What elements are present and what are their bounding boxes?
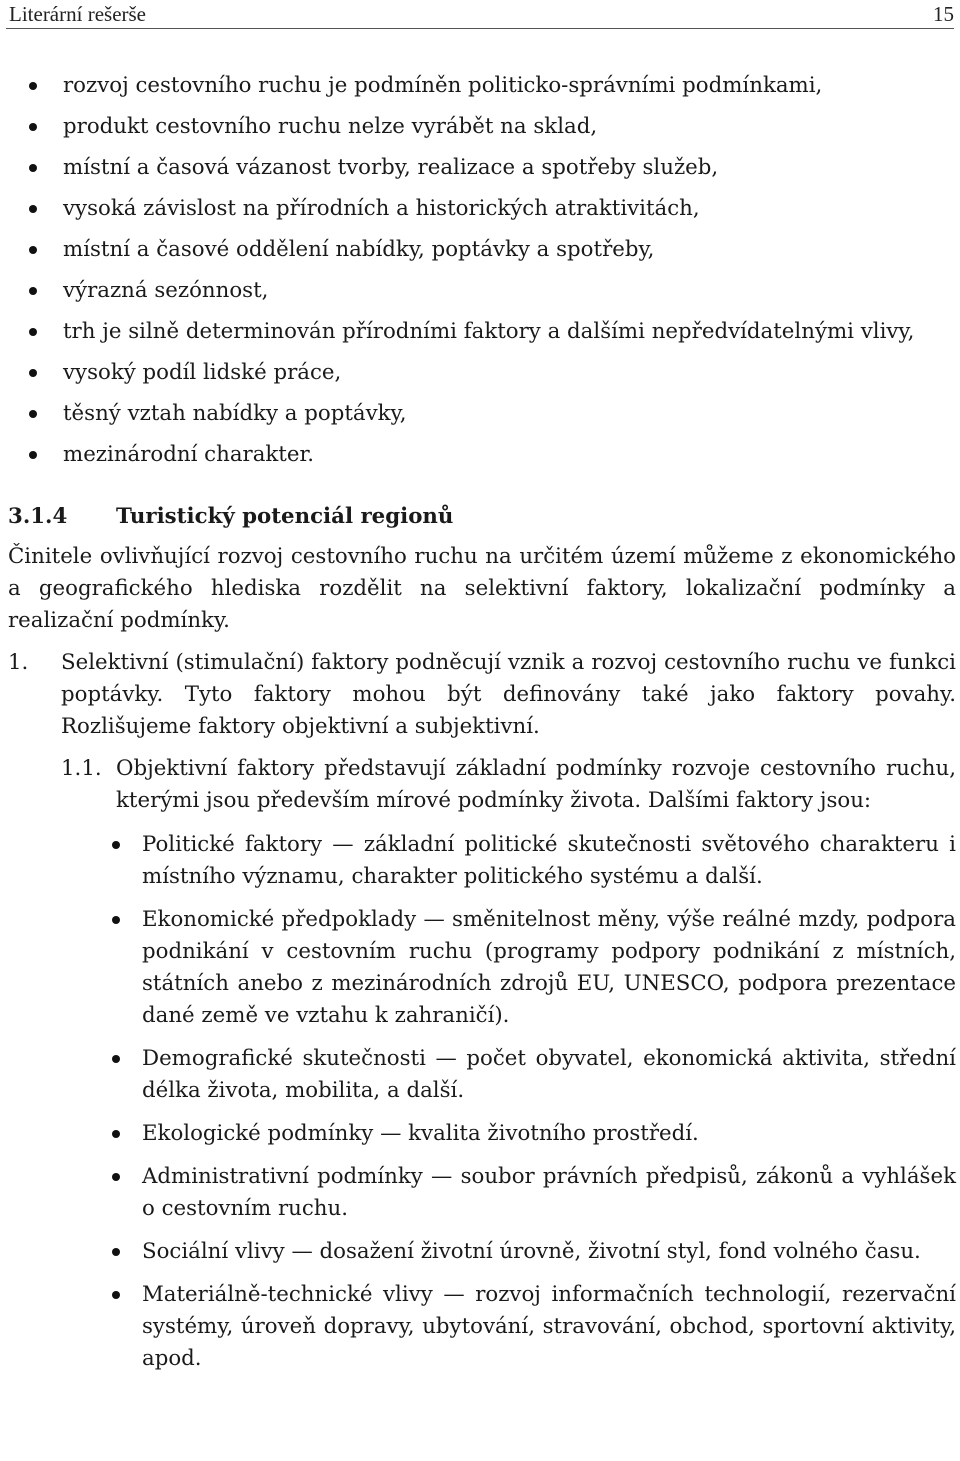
running-title: Literární rešerše xyxy=(9,2,147,26)
list-item: vysoká závislost na přírodních a historických atraktivitách, xyxy=(8,193,956,225)
item-text: Selektivní (stimulační) faktory podněcují vznik a rozvoj cestovního ruchu ve funkci poptávky. Tyto faktory mohou být definovány také jako faktory povahy. Rozlišujeme faktory objektivní a subjektivní. xyxy=(61,650,956,739)
list-item: Ekonomické předpoklady — směnitelnost měny, výše reálné mzdy, podpora podnikání v cestovním ruchu (programy podpory podnikání z místních, státních anebo z mezinárodních zdrojů EU, UNESCO, podpora prezentace dané země ve vztahu k zahraničí). xyxy=(8,904,956,1032)
intro-paragraph: Činitele ovlivňující rozvoj cestovního ruchu na určitém území můžeme z ekonomického a geografického hlediska rozdělit na selektivní faktory, lokalizační podmínky a realizační podmínky. xyxy=(8,544,956,633)
list-item: produkt cestovního ruchu nelze vyrábět na sklad, xyxy=(8,111,956,143)
list-item: Administrativní podmínky — soubor právních předpisů, zákonů a vyhlášek o cestovním ruchu. xyxy=(8,1161,956,1225)
subitem-number: 1.1. xyxy=(61,756,102,781)
list-item: Materiálně-technické vlivy — rozvoj informačních technologií, rezervační systémy, úroveň dopravy, ubytování, stravování, obchod, sportovní aktivity, apod. xyxy=(8,1279,956,1375)
section-title: Turistický potenciál regionů xyxy=(116,504,454,529)
list-item: mezinárodní charakter. xyxy=(8,439,956,471)
characteristics-list xyxy=(8,70,956,471)
numbered-item xyxy=(8,647,956,743)
page-content xyxy=(8,70,956,1386)
list-item: místní a časová vázanost tvorby, realizace a spotřeby služeb, xyxy=(8,152,956,184)
list-item: trh je silně determinován přírodními faktory a dalšími nepředvídatelnými vlivy, xyxy=(8,316,956,348)
list-item: výrazná sezónnost, xyxy=(8,275,956,307)
list-item: těsný vztah nabídky a poptávky, xyxy=(8,398,956,430)
list-item: rozvoj cestovního ruchu je podmíněn politicko-správními podmínkami, xyxy=(8,70,956,102)
list-item: Ekologické podmínky — kvalita životního prostředí. xyxy=(8,1118,956,1150)
numbered-subitem xyxy=(8,753,956,817)
item-number: 1. xyxy=(8,650,29,675)
list-item: místní a časové oddělení nabídky, poptávky a spotřeby, xyxy=(8,234,956,266)
list-item: Politické faktory — základní politické skutečnosti světového charakteru i místního významu, charakter politického systému a další. xyxy=(8,829,956,893)
factors-list xyxy=(8,829,956,1375)
page-number: 15 xyxy=(933,2,954,26)
list-item: vysoký podíl lidské práce, xyxy=(8,357,956,389)
list-item: Sociální vlivy — dosažení životní úrovně, životní styl, fond volného času. xyxy=(8,1236,956,1268)
page-header xyxy=(6,0,954,29)
subitem-text: Objektivní faktory představují základní podmínky rozvoje cestovního ruchu, kterými jsou především mírové podmínky života. Dalšími faktory jsou: xyxy=(116,756,956,813)
section-number: 3.1.4 xyxy=(8,504,68,529)
section-heading xyxy=(8,501,956,533)
list-item: Demografické skutečnosti — počet obyvatel, ekonomická aktivita, střední délka života, mobilita, a další. xyxy=(8,1043,956,1107)
